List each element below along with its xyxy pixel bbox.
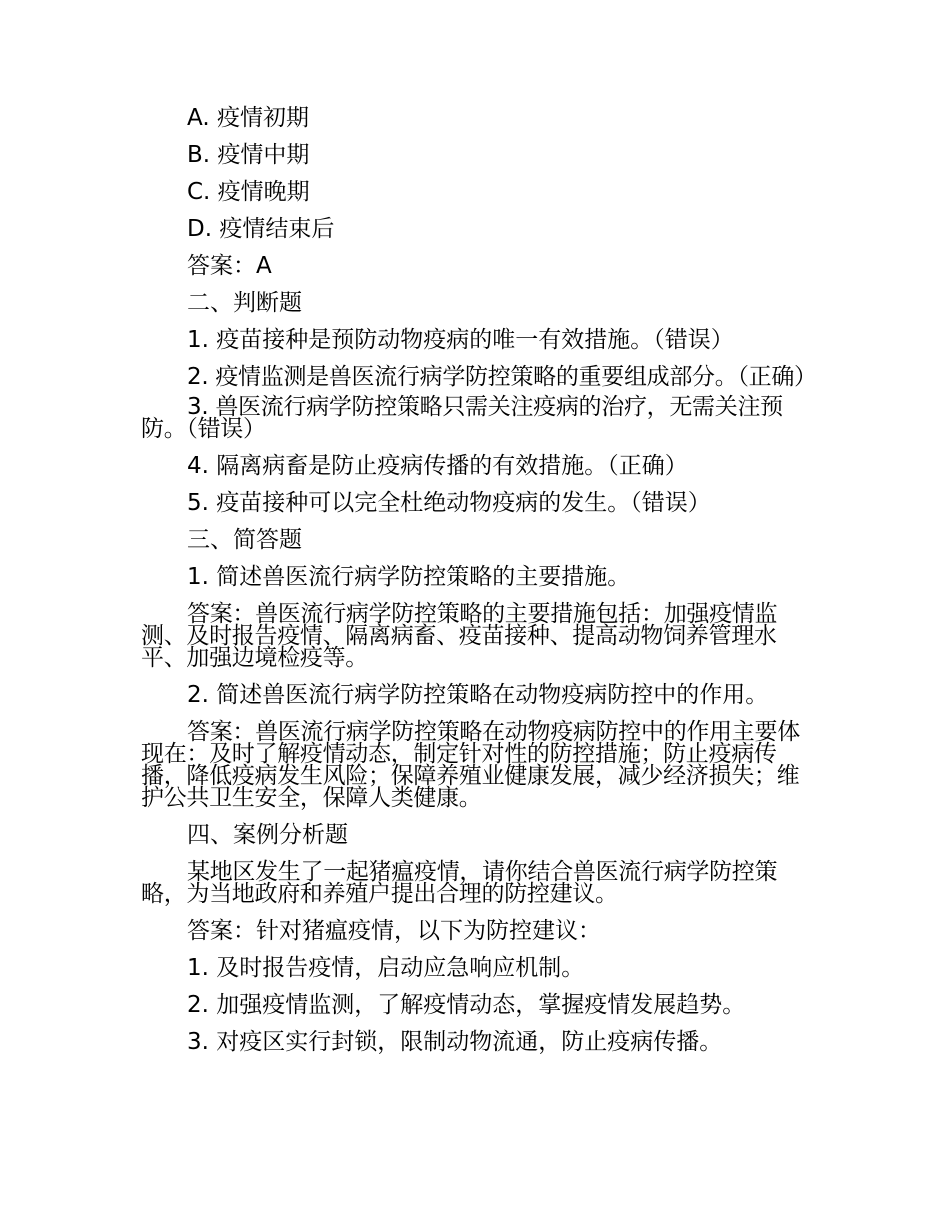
case-answer-item: 2. 加强疫情监测，了解疫情动态，掌握疫情发展趋势。 (187, 992, 746, 1018)
multiple-choice-answer: 答案：A (187, 253, 272, 279)
option-b: B. 疫情中期 (187, 142, 310, 168)
short-answer-answer: 答案：兽医流行病学防控策略在动物疫病防控中的作用主要体现在：及时了解疫情动态，制定针对性的防控措施；防止疫病传播，降低疫病发生风险；保障养殖业健康发展，减少经济损失；维护公共卫生安全，保障人类健康。 (141, 719, 800, 811)
case-answer-item: 3. 对疫区实行封锁，限制动物流通，防止疫病传播。 (187, 1029, 723, 1055)
case-question: 某地区发生了一起猪瘟疫情，请你结合兽医流行病学防控策略，为当地政府和养殖户提出合理的防控建议。 (141, 859, 778, 907)
section-heading-short-answer: 三、简答题 (187, 527, 302, 553)
section-heading-case-analysis: 四、案例分析题 (187, 822, 348, 848)
section-heading-true-false: 二、判断题 (187, 290, 302, 316)
option-d: D. 疫情结束后 (187, 216, 335, 242)
true-false-item: 5. 疫苗接种可以完全杜绝动物疫病的发生。（错误） (187, 490, 711, 516)
option-a: A. 疫情初期 (187, 105, 309, 131)
case-answer-item: 1. 及时报告疫情，启动应急响应机制。 (187, 955, 585, 981)
true-false-item: 1. 疫苗接种是预防动物疫病的唯一有效措施。（错误） (187, 327, 734, 353)
option-c: C. 疫情晚期 (187, 179, 310, 205)
short-answer-question: 2. 简述兽医流行病学防控策略在动物疫病防控中的作用。 (187, 682, 769, 708)
true-false-item: 4. 隔离病畜是防止疫病传播的有效措施。（正确） (187, 453, 688, 479)
short-answer-answer: 答案：兽医流行病学防控策略的主要措施包括：加强疫情监测、及时报告疫情、隔离病畜、疫苗接种、提高动物饲养管理水平、加强边境检疫等。 (141, 601, 778, 671)
true-false-item: 3. 兽医流行病学防控策略只需关注疫病的治疗，无需关注预防。（错误） (141, 394, 783, 442)
true-false-item: 2. 疫情监测是兽医流行病学防控策略的重要组成部分。（正确） (187, 364, 817, 390)
document-body (141, 100, 817, 1061)
case-answer-intro: 答案：针对猪瘟疫情，以下为防控建议： (187, 918, 601, 944)
short-answer-question: 1. 简述兽医流行病学防控策略的主要措施。 (187, 564, 631, 590)
